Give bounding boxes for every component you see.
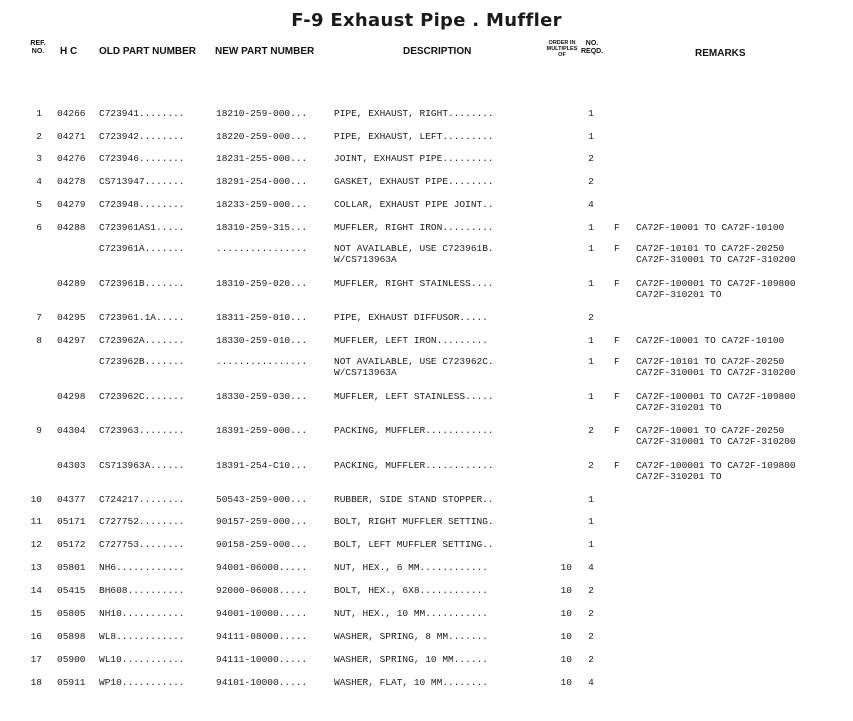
row-code: F [614,356,620,367]
row-hc: 05801 [57,562,86,573]
row-description: COLLAR, EXHAUST PIPE JOINT.. [334,199,494,210]
header-new-part-number: NEW PART NUMBER [215,46,315,57]
row-old-part-number: C723961A....... [99,243,185,254]
row-hc: 05171 [57,516,86,527]
row-no-reqd: 2 [588,176,594,187]
row-old-part-number: C727753........ [99,539,185,550]
row-hc: 05900 [57,654,86,665]
row-no-reqd: 1 [588,494,594,505]
row-remarks: CA72F-10001 TO CA72F-10100 [636,222,785,233]
row-old-part-number: C723961.1A..... [99,312,185,323]
row-new-part-number: 18291-254-000... [216,176,308,187]
row-ref-no: 4 [36,176,42,187]
row-new-part-number: 94111-10000..... [216,654,308,665]
header-old-part-number: OLD PART NUMBER [99,46,197,57]
header-no-reqd: NO. REQD. [581,40,604,55]
row-old-part-number: NH10........... [99,608,185,619]
row-no-reqd: 1 [588,243,594,254]
row-new-part-number: 18330-259-030... [216,391,308,402]
page-title: F-9 Exhaust Pipe . Muffler [291,10,562,31]
row-no-reqd: 1 [588,391,594,402]
row-new-part-number: 94111-08000..... [216,631,308,642]
row-ref-no: 2 [36,131,42,142]
row-no-reqd: 1 [588,335,594,346]
row-ref-no: 14 [30,585,42,596]
row-no-reqd: 1 [588,539,594,550]
row-description: WASHER, SPRING, 8 MM....... [334,631,488,642]
row-no-reqd: 2 [588,425,594,436]
row-description: GASKET, EXHAUST PIPE........ [334,176,494,187]
row-new-part-number: 18231-255-000... [216,153,308,164]
row-hc: 05805 [57,608,86,619]
row-no-reqd: 4 [588,199,594,210]
header-ref-no: REF. NO. [30,40,46,55]
row-hc: 04288 [57,222,86,233]
row-new-part-number: 18330-259-010... [216,335,308,346]
header-description: DESCRIPTION [403,46,472,57]
row-old-part-number: CS713963A...... [99,460,185,471]
header-order-multiples: ORDER IN MULTIPLES OF [546,40,578,58]
row-old-part-number: C727752........ [99,516,185,527]
row-no-reqd: 4 [588,562,594,573]
row-no-reqd: 1 [588,278,594,289]
row-ref-no: 6 [36,222,42,233]
row-hc: 04271 [57,131,86,142]
row-old-part-number: CS713947....... [99,176,185,187]
row-old-part-number: WL8............ [99,631,185,642]
row-remarks: CA72F-10001 TO CA72F-10100 [636,335,785,346]
row-code: F [614,243,620,254]
row-description: WASHER, SPRING, 10 MM...... [334,654,488,665]
row-no-reqd: 2 [588,585,594,596]
row-remarks: CA72F-100001 TO CA72F-109800 CA72F-310201 TO [636,278,796,300]
row-order-multiples: 10 [560,631,572,642]
row-description: JOINT, EXHAUST PIPE......... [334,153,494,164]
row-no-reqd: 1 [588,108,594,119]
row-no-reqd: 2 [588,312,594,323]
row-code: F [614,391,620,402]
row-remarks: CA72F-10101 TO CA72F-20250 CA72F-310001 TO CA72F-310200 [636,356,796,378]
row-no-reqd: 4 [588,677,594,688]
row-old-part-number: BH608.......... [99,585,185,596]
row-remarks: CA72F-100001 TO CA72F-109800 CA72F-310201 TO [636,391,796,413]
row-old-part-number: C723962C....... [99,391,185,402]
row-remarks: CA72F-10101 TO CA72F-20250 CA72F-310001 TO CA72F-310200 [636,243,796,265]
row-hc: 04298 [57,391,86,402]
row-description: PIPE, EXHAUST DIFFUSOR..... [334,312,488,323]
row-ref-no: 18 [30,677,42,688]
row-description: PACKING, MUFFLER............ [334,425,494,436]
row-hc: 05415 [57,585,86,596]
row-old-part-number: C723961B....... [99,278,185,289]
row-no-reqd: 2 [588,654,594,665]
row-hc: 05911 [57,677,86,688]
row-description: MUFFLER, RIGHT IRON......... [334,222,494,233]
row-description: WASHER, FLAT, 10 MM........ [334,677,488,688]
row-no-reqd: 1 [588,356,594,367]
row-code: F [614,425,620,436]
row-no-reqd: 2 [588,153,594,164]
row-hc: 05898 [57,631,86,642]
row-new-part-number: 18311-259-010... [216,312,308,323]
row-old-part-number: C723946........ [99,153,185,164]
row-old-part-number: C723961AS1..... [99,222,185,233]
row-new-part-number: 18220-259-000... [216,131,308,142]
row-description: MUFFLER, LEFT IRON......... [334,335,488,346]
header-remarks: REMARKS [695,48,746,59]
row-ref-no: 9 [36,425,42,436]
row-old-part-number: C723962B....... [99,356,185,367]
row-order-multiples: 10 [560,677,572,688]
row-new-part-number: ................ [216,243,308,254]
row-remarks: CA72F-100001 TO CA72F-109800 CA72F-310201 TO [636,460,796,482]
row-ref-no: 3 [36,153,42,164]
row-no-reqd: 2 [588,608,594,619]
row-ref-no: 17 [30,654,42,665]
row-ref-no: 1 [36,108,42,119]
row-hc: 04303 [57,460,86,471]
table-header [0,38,853,68]
row-hc: 04278 [57,176,86,187]
row-old-part-number: C723941........ [99,108,185,119]
row-description: RUBBER, SIDE STAND STOPPER.. [334,494,494,505]
row-hc: 04377 [57,494,86,505]
row-new-part-number: 50543-259-000... [216,494,308,505]
row-hc: 05172 [57,539,86,550]
row-old-part-number: C724217........ [99,494,185,505]
row-new-part-number: 94001-10000..... [216,608,308,619]
row-new-part-number: 18233-259-000... [216,199,308,210]
row-old-part-number: C723942........ [99,131,185,142]
row-hc: 04276 [57,153,86,164]
row-new-part-number: 90158-259-000... [216,539,308,550]
row-ref-no: 16 [30,631,42,642]
row-description: NUT, HEX., 10 MM........... [334,608,488,619]
row-description: NUT, HEX., 6 MM............ [334,562,488,573]
row-description: NOT AVAILABLE, USE C723962C. W/CS713963A [334,356,494,378]
row-new-part-number: 18210-259-000... [216,108,308,119]
row-order-multiples: 10 [560,585,572,596]
row-description: BOLT, HEX., 6X8............ [334,585,488,596]
row-hc: 04295 [57,312,86,323]
row-ref-no: 7 [36,312,42,323]
row-hc: 04304 [57,425,86,436]
row-code: F [614,335,620,346]
row-description: BOLT, LEFT MUFFLER SETTING.. [334,539,494,550]
row-old-part-number: WL10........... [99,654,185,665]
row-description: NOT AVAILABLE, USE C723961B. W/CS713963A [334,243,494,265]
row-hc: 04289 [57,278,86,289]
row-new-part-number: 90157-259-000... [216,516,308,527]
row-ref-no: 11 [30,516,42,527]
row-code: F [614,222,620,233]
row-ref-no: 15 [30,608,42,619]
row-no-reqd: 2 [588,631,594,642]
row-code: F [614,278,620,289]
row-ref-no: 10 [30,494,42,505]
row-code: F [614,460,620,471]
row-ref-no: 8 [36,335,42,346]
row-old-part-number: NH6............ [99,562,185,573]
row-hc: 04279 [57,199,86,210]
row-no-reqd: 1 [588,516,594,527]
row-new-part-number: 94101-10000..... [216,677,308,688]
row-description: PIPE, EXHAUST, RIGHT........ [334,108,494,119]
row-description: PIPE, EXHAUST, LEFT......... [334,131,494,142]
row-description: PACKING, MUFFLER............ [334,460,494,471]
row-old-part-number: C723962A....... [99,335,185,346]
row-new-part-number: 18310-259-315... [216,222,308,233]
row-old-part-number: C723948........ [99,199,185,210]
row-order-multiples: 10 [560,608,572,619]
row-hc: 04266 [57,108,86,119]
row-new-part-number: 92000-06008..... [216,585,308,596]
row-order-multiples: 10 [560,654,572,665]
header-hc: H C [60,46,78,57]
row-remarks: CA72F-10001 TO CA72F-20250 CA72F-310001 TO CA72F-310200 [636,425,796,447]
row-no-reqd: 2 [588,460,594,471]
row-old-part-number: WP10........... [99,677,185,688]
row-no-reqd: 1 [588,222,594,233]
row-ref-no: 13 [30,562,42,573]
row-ref-no: 5 [36,199,42,210]
row-description: MUFFLER, RIGHT STAINLESS.... [334,278,494,289]
row-hc: 04297 [57,335,86,346]
row-new-part-number: 94001-06000..... [216,562,308,573]
row-order-multiples: 10 [560,562,572,573]
row-new-part-number: 18310-259-020... [216,278,308,289]
row-description: MUFFLER, LEFT STAINLESS..... [334,391,494,402]
row-new-part-number: ................ [216,356,308,367]
row-old-part-number: C723963........ [99,425,185,436]
row-no-reqd: 1 [588,131,594,142]
row-new-part-number: 18391-259-000... [216,425,308,436]
row-new-part-number: 18391-254-C10... [216,460,308,471]
row-description: BOLT, RIGHT MUFFLER SETTING. [334,516,494,527]
row-ref-no: 12 [30,539,42,550]
